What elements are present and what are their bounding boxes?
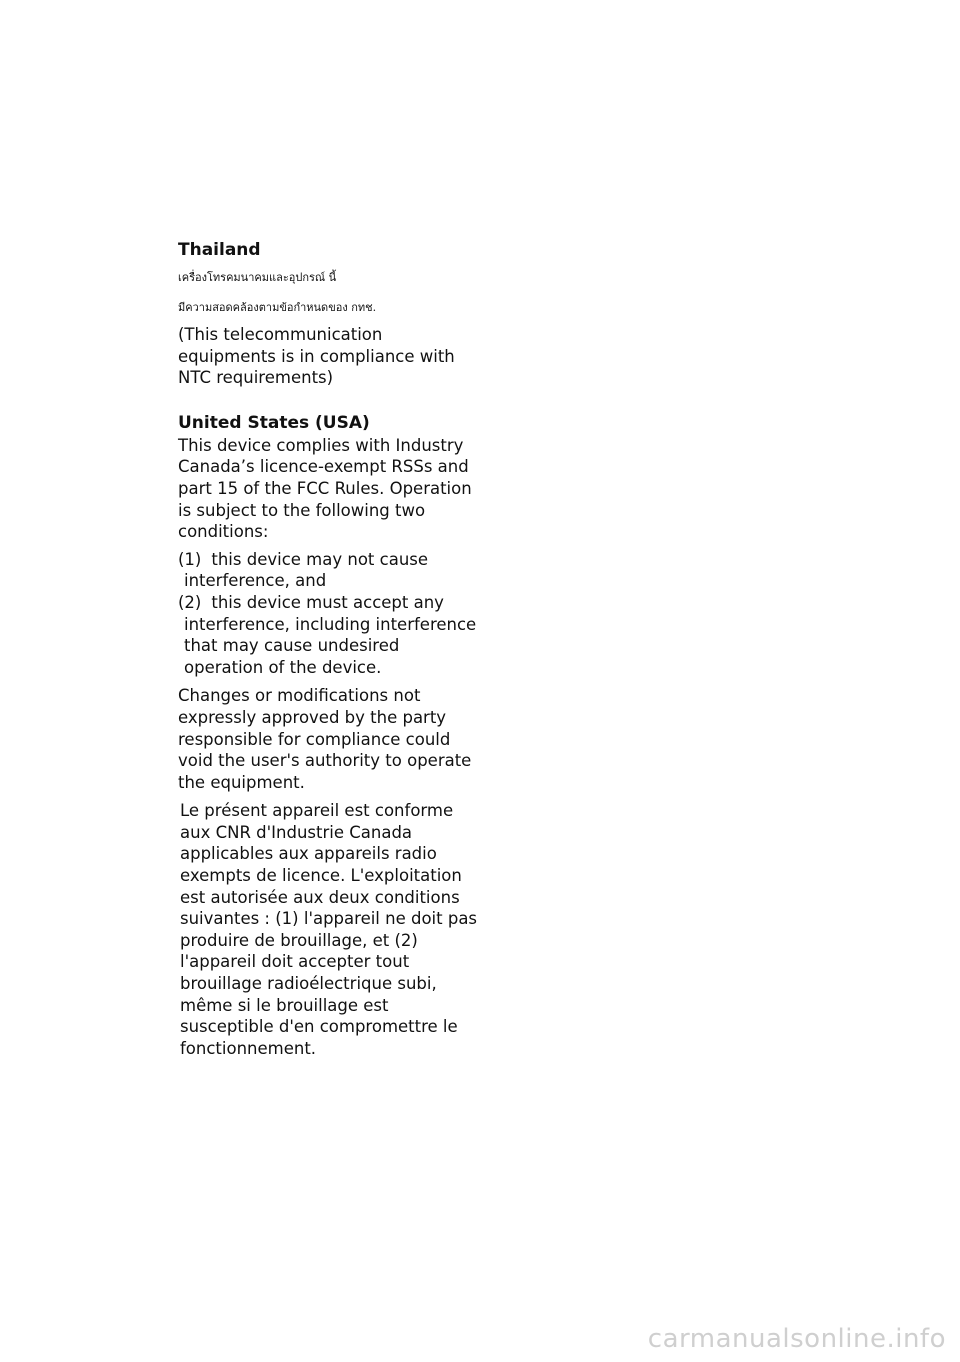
french-paragraph: Le présent appareil est conforme aux CNR d'Industrie Canada applicables aux appareils radio exempts de licence. L'exploitation est autorisée aux deux conditions suivantes : (1) l'appareil ne doit pas produire de brouillage, et (2) l'appareil doit accepter tout brouillage radioélectrique subi, même si le brouillage est susceptible d'en compromettre le fonctionnement. — [180, 801, 478, 1058]
usa-heading: United States (USA) — [178, 412, 370, 433]
condition-number: (2) — [178, 592, 202, 612]
changes-paragraph: Changes or modifications not expressly approved by the party responsible for compliance could void the user's authority to operate the equipment. — [178, 686, 472, 792]
thailand-heading: Thailand — [178, 240, 261, 260]
thai-text-line-2: มีความสอดคล้องตามข้อกำหนดของ กทช. — [178, 301, 377, 314]
condition-item — [178, 549, 478, 592]
conditions-list — [178, 549, 478, 679]
thai-text-line-1: เครื่องโทรคมนาคมและอุปกรณ์ นี้ — [178, 271, 337, 284]
condition-text: this device may not cause interference, and — [184, 549, 429, 591]
document-content — [178, 238, 478, 1059]
condition-text: this device must accept any interference, including interference that may cause undesired operation of the device. — [184, 592, 477, 677]
watermark-text: carmanualsonline.info — [647, 1324, 946, 1354]
condition-number: (1) — [178, 549, 202, 569]
condition-item — [178, 592, 478, 678]
usa-intro-paragraph: This device complies with Industry Canada’s licence-exempt RSSs and part 15 of the FCC Rules. Operation is subject to the following two conditions: — [178, 435, 472, 542]
thailand-english-note: (This telecommunication equipments is in compliance with NTC requirements) — [178, 325, 455, 388]
